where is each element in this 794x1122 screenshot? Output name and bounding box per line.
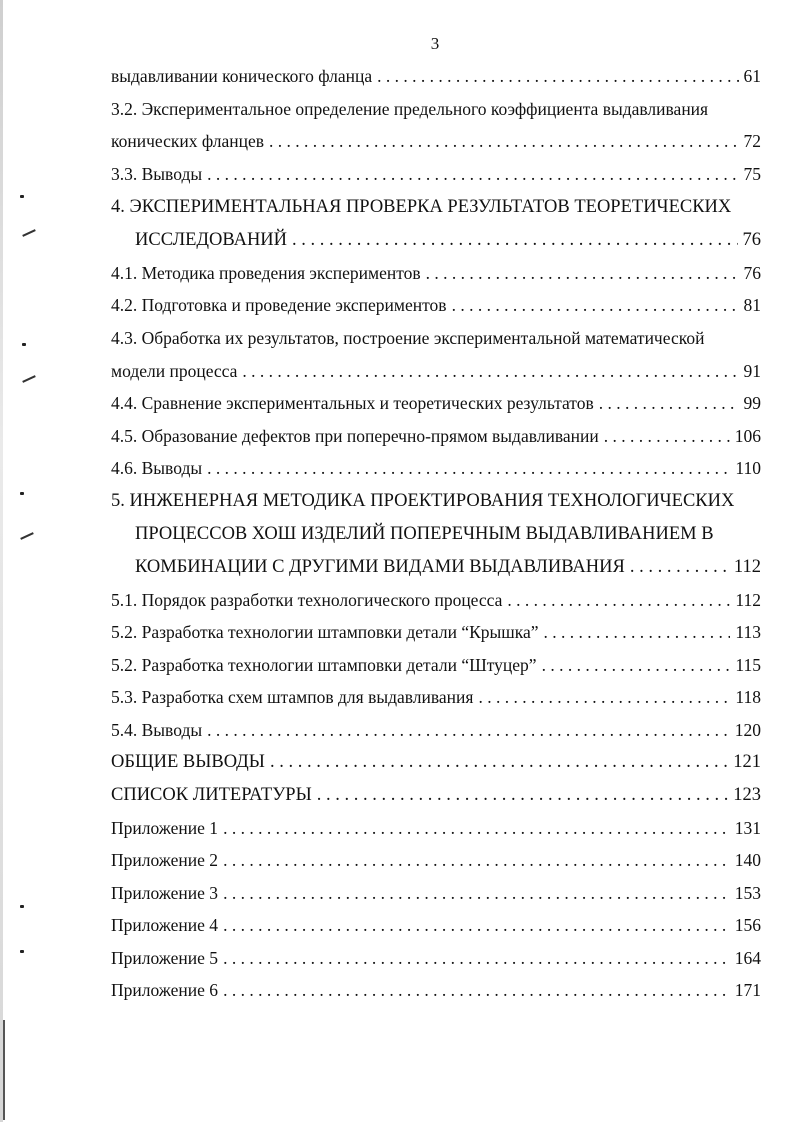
toc-leader-dots: [426, 257, 739, 289]
toc-chapter: [111, 191, 761, 223]
toc-appendix: [111, 877, 761, 909]
toc-entry-title: 5. ИНЖЕНЕРНАЯ МЕТОДИКА ПРОЕКТИРОВАНИЯ ТЕХНОЛОГИЧЕСКИХ: [111, 491, 735, 511]
toc-chapter: [111, 746, 761, 778]
toc-appendix: [111, 844, 761, 876]
toc-entry-page: 110: [735, 458, 761, 478]
toc-chapter: [111, 485, 761, 517]
toc-entry-page: 140: [734, 850, 761, 870]
toc-leader-dots: [507, 584, 730, 616]
toc-leader-dots: [604, 420, 730, 452]
toc-entry-title: ИССЛЕДОВАНИЙ: [135, 230, 288, 250]
toc-leader-dots: [292, 224, 737, 256]
toc-leader-dots: [207, 714, 730, 746]
page-number: 3: [430, 34, 440, 53]
toc-entry: [111, 355, 761, 387]
toc-appendix: [111, 812, 761, 844]
toc-entry-page: 123: [733, 785, 761, 805]
toc-entry-page: 75: [743, 164, 761, 184]
toc-entry: [111, 452, 761, 484]
toc-entry-page: 156: [734, 915, 761, 935]
toc-chapter: [111, 779, 761, 811]
toc-entry-title: 5.1. Порядок разработки технологического процесса: [111, 590, 503, 610]
toc-entry-title: Приложение 5: [111, 948, 219, 968]
toc-entry-title: ПРОЦЕССОВ ХОШ ИЗДЕЛИЙ ПОПЕРЕЧНЫМ ВЫДАВЛИВАНИЕМ В: [135, 524, 714, 544]
toc-appendix: [111, 974, 761, 1006]
toc-entry: [111, 616, 761, 648]
toc-entry-page: 72: [743, 131, 761, 151]
toc-entry: [111, 584, 761, 616]
toc-entry-title: Приложение 1: [111, 818, 219, 838]
toc-entry: [111, 125, 761, 157]
toc-entry-title: 4.4. Сравнение экспериментальных и теоретических результатов: [111, 393, 594, 413]
toc-entry-page: 106: [734, 426, 761, 446]
toc-entry-title: модели процесса: [111, 361, 238, 381]
toc-appendix: [111, 942, 761, 974]
toc-entry-title: 4.2. Подготовка и проведение экспериментов: [111, 295, 447, 315]
toc-entry-title: 4.3. Обработка их результатов, построение экспериментальной математической: [111, 328, 705, 348]
toc-leader-dots: [377, 60, 738, 92]
toc-leader-dots: [223, 812, 730, 844]
toc-leader-dots: [270, 746, 728, 778]
toc-entry-title: 5.2. Разработка технологии штамповки детали “Штуцер”: [111, 655, 537, 675]
toc-leader-dots: [207, 452, 730, 484]
toc-entry: [111, 681, 761, 713]
toc-leader-dots: [223, 909, 730, 941]
toc-entry-page: 81: [743, 295, 761, 315]
toc-leader-dots: [542, 649, 731, 681]
toc-entry-title: 3.2. Экспериментальное определение предельного коэффициента выдавливания: [111, 99, 709, 119]
toc-leader-dots: [544, 616, 731, 648]
toc-leader-dots: [478, 681, 730, 713]
scan-artifact: [22, 375, 36, 383]
toc-entry-page: 91: [743, 361, 761, 381]
toc-entry-title: СПИСОК ЛИТЕРАТУРЫ: [111, 785, 312, 805]
toc-leader-dots: [452, 289, 739, 321]
toc-leader-dots: [223, 877, 730, 909]
toc-entry-title: конических фланцев: [111, 131, 265, 151]
toc-entry-page: 113: [735, 622, 761, 642]
toc-entry-page: 131: [734, 818, 761, 838]
toc-entry-page: 120: [734, 720, 761, 740]
scan-artifact: [20, 492, 24, 495]
toc-entry-title: 3.3. Выводы: [111, 164, 203, 184]
toc-entry: [111, 257, 761, 289]
toc-entry-title: Приложение 6: [111, 980, 219, 1000]
toc-entry-title: ОБЩИЕ ВЫВОДЫ: [111, 752, 265, 772]
toc-entry: [111, 714, 761, 746]
toc-leader-dots: [242, 355, 738, 387]
toc-entry-page: 164: [734, 948, 761, 968]
toc-chapter: [135, 224, 761, 256]
toc-entry-page: 99: [743, 393, 761, 413]
toc-entry-page: 76: [742, 230, 761, 250]
toc-entry-page: 171: [734, 980, 761, 1000]
toc-entry: [111, 420, 761, 452]
toc-entry-page: 61: [743, 66, 761, 86]
toc-entry-page: 153: [734, 883, 761, 903]
toc-entry-title: Приложение 3: [111, 883, 219, 903]
toc-entry-title: 4.5. Образование дефектов при поперечно-прямом выдавливании: [111, 426, 599, 446]
scan-binding-line: [3, 1020, 5, 1120]
scan-artifact: [20, 532, 34, 540]
toc-entry: [111, 289, 761, 321]
toc-leader-dots: [317, 779, 729, 811]
toc-entry-page: 112: [733, 557, 761, 577]
toc-entry-page: 115: [735, 655, 761, 675]
toc-entry-title: 4.1. Методика проведения экспериментов: [111, 263, 421, 283]
toc-leader-dots: [599, 387, 739, 419]
toc-entry-title: Приложение 2: [111, 850, 219, 870]
toc-chapter: [135, 518, 761, 550]
toc-entry-page: 76: [743, 263, 761, 283]
toc-leader-dots: [223, 942, 730, 974]
toc-appendix: [111, 909, 761, 941]
scan-artifact: [22, 343, 26, 346]
toc-entry: [111, 93, 761, 125]
toc-entry-title: КОМБИНАЦИИ С ДРУГИМИ ВИДАМИ ВЫДАВЛИВАНИЯ: [135, 557, 625, 577]
toc-leader-dots: [223, 844, 730, 876]
toc-leader-dots: [223, 974, 730, 1006]
toc-entry: [111, 387, 761, 419]
toc-entry-title: Приложение 4: [111, 915, 219, 935]
toc-leader-dots: [207, 158, 738, 190]
toc-entry: [111, 322, 761, 354]
toc-entry: [111, 60, 761, 92]
scan-artifact: [20, 950, 24, 953]
toc-entry-title: 4. ЭКСПЕРИМЕНТАЛЬНАЯ ПРОВЕРКА РЕЗУЛЬТАТОВ ТЕОРЕТИЧЕСКИХ: [111, 197, 732, 217]
toc-entry-page: 118: [735, 687, 761, 707]
toc-entry-title: 5.3. Разработка схем штампов для выдавливания: [111, 687, 474, 707]
scan-artifact: [22, 229, 36, 237]
toc-entry-title: выдавливании конического фланца: [111, 66, 373, 86]
toc-entry-page: 112: [735, 590, 761, 610]
toc-entry-title: 4.6. Выводы: [111, 458, 203, 478]
toc-leader-dots: [269, 125, 738, 157]
toc-entry: [111, 649, 761, 681]
toc-entry: [111, 158, 761, 190]
toc-leader-dots: [630, 551, 729, 583]
toc-entry-title: 5.2. Разработка технологии штамповки детали “Крышка”: [111, 622, 539, 642]
toc-chapter: [135, 551, 761, 583]
toc-entry-page: 121: [733, 752, 761, 772]
scan-artifact: [20, 195, 24, 198]
toc-entry-title: 5.4. Выводы: [111, 720, 203, 740]
scan-artifact: [20, 905, 24, 908]
scan-left-edge: [0, 0, 3, 1122]
